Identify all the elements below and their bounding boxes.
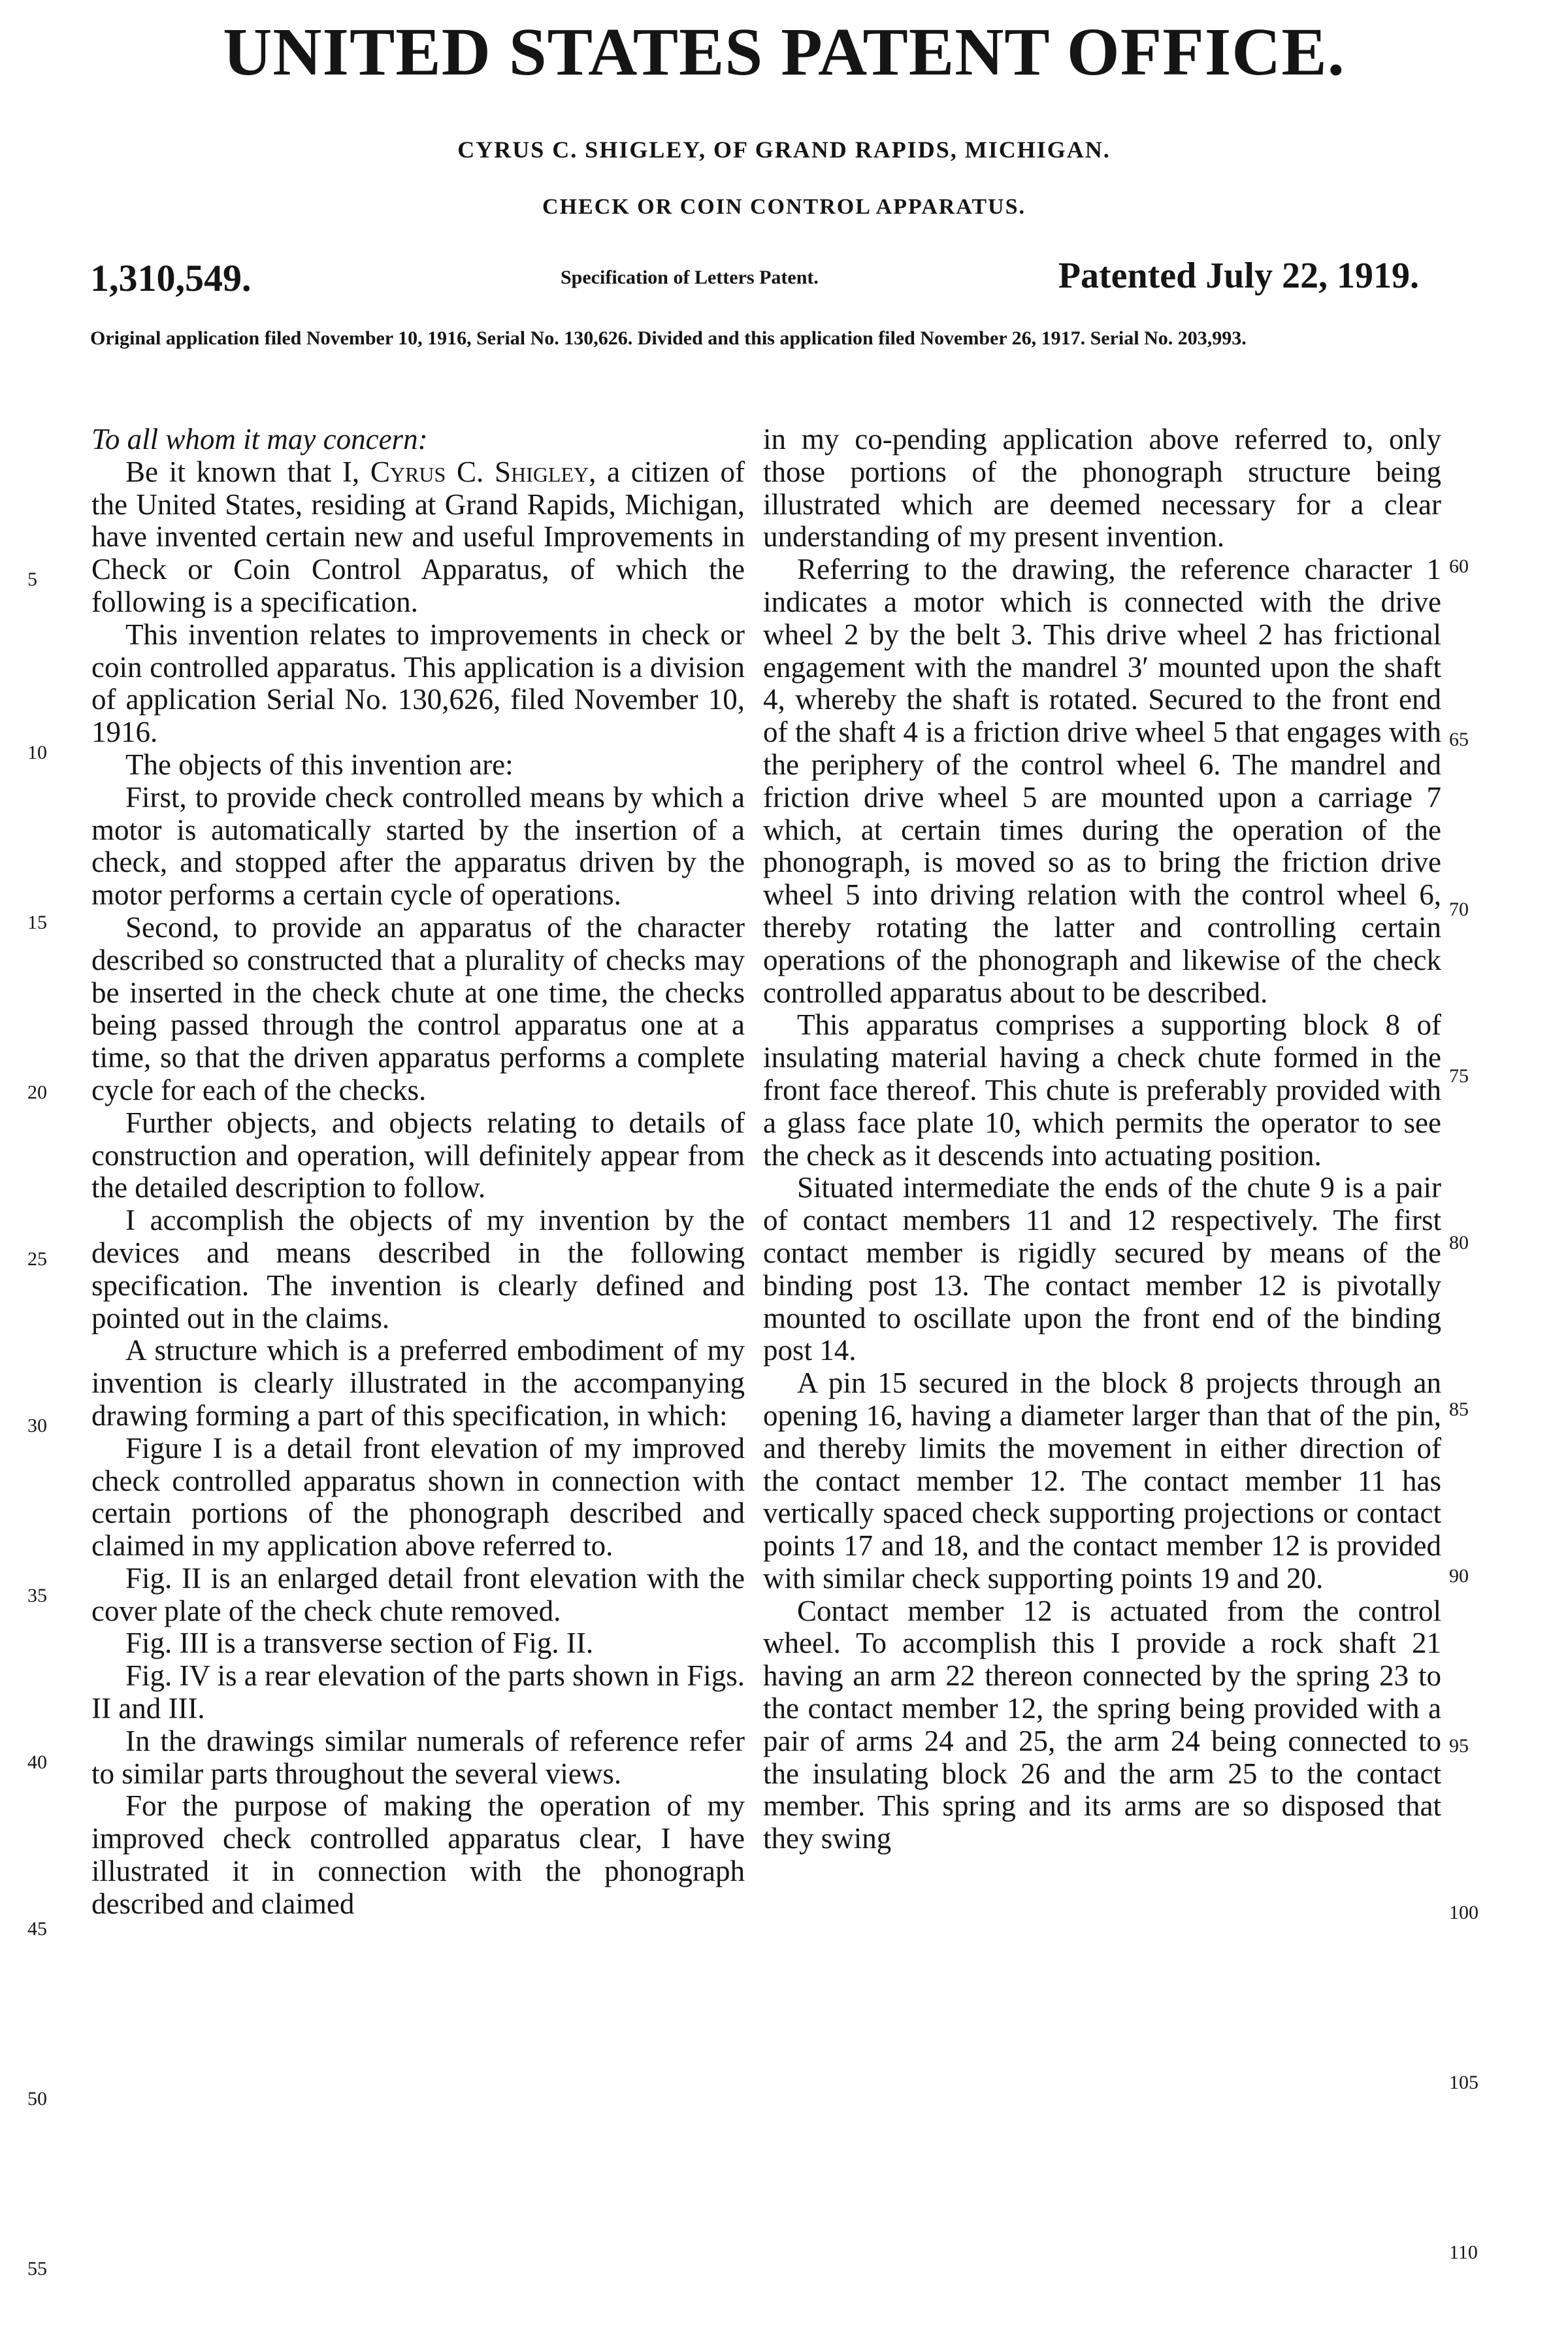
line-number: 105: [1449, 2072, 1478, 2093]
line-number: 95: [1449, 1735, 1469, 1757]
paragraph: [91, 456, 745, 619]
paragraph: in my co-pending application above referred to, only those portions of the phonograph structure being illustrated which are deemed necessary for a clear understanding of my present invention.: [763, 423, 1441, 554]
specification-label: Specification of Letters Patent.: [561, 267, 819, 288]
paragraph: Figure I is a detail front elevation of my improved check controlled apparatus shown in connection with certain portions of the phonograph described and claimed in my application above referred to.: [91, 1431, 745, 1563]
paragraph: Fig. IV is a rear elevation of the parts shown in Figs. II and III.: [91, 1659, 745, 1725]
line-number: 5: [27, 569, 37, 590]
paragraph: This invention relates to improvements in check or coin controlled apparatus. This application is a division of application Serial No. 130,626, filed November 10, 1916.: [91, 618, 745, 749]
paragraph: This apparatus comprises a supporting block 8 of insulating material having a check chute formed in the front face thereof. This chute is preferably provided with a glass face plate 10, which permits the operator to see the check as it descends into actuating position.: [763, 1008, 1441, 1172]
line-number: 55: [27, 2258, 47, 2279]
line-number: 70: [1449, 899, 1469, 920]
line-number: 60: [1449, 555, 1469, 577]
paragraph: A structure which is a preferred embodiment of my invention is clearly illustrated in the accompanying drawing forming a part of this specification, in which:: [91, 1334, 745, 1432]
paragraph-text: , a citizen of the United States, residing at Grand Rapids, Michigan, have invented certain new and useful Improvements in Check or Coin Control Apparatus, of which the following is a specification.: [91, 455, 745, 618]
inventor-line: CYRUS C. SHIGLEY, OF GRAND RAPIDS, MICHIGAN.: [457, 137, 1111, 163]
line-number: 20: [27, 1082, 47, 1103]
paragraph: In the drawings similar numerals of reference refer to similar parts throughout the several views.: [91, 1724, 745, 1790]
line-number: 25: [27, 1248, 47, 1270]
line-number: 50: [27, 2088, 47, 2110]
line-number: 40: [27, 1751, 47, 1773]
paragraph: For the purpose of making the operation of my improved check controlled apparatus clear, I have illustrated it in connection with the phonograph described and claimed: [91, 1789, 745, 1920]
line-number: 35: [27, 1585, 47, 1606]
line-number: 10: [27, 742, 47, 763]
inventor-name: Cyrus C. Shigley: [370, 455, 589, 488]
line-number: 100: [1449, 1902, 1478, 1923]
paragraph: I accomplish the objects of my invention by the devices and means described in the following specification. The invention is clearly defined and pointed out in the claims.: [91, 1204, 745, 1334]
paragraph: Fig. III is a transverse section of Fig. II.: [125, 1627, 594, 1660]
paragraph-text: Be it known that I,: [125, 455, 370, 488]
line-number: 15: [27, 912, 47, 933]
original-application-note: Original application filed November 10, 1916, Serial No. 130,626. Divided and this application filed November 26, 1917. Serial No. 203,993.: [90, 327, 1247, 349]
paragraph: Second, to provide an apparatus of the character described so constructed that a plurality of checks may be inserted in the check chute at one time, the checks being passed through the control apparatus one at a time, so that the driven apparatus performs a complete cycle for each of the checks.: [91, 910, 745, 1106]
paragraph: A pin 15 secured in the block 8 projects through an opening 16, having a diameter larger than that of the pin, and thereby limits the movement in either direction of the contact member 12. The contact member 11 has vertically spaced check supporting projections or contact points 17 and 18, and the contact member 12 is provided with similar check supporting points 19 and 20.: [763, 1367, 1441, 1595]
paragraph: Further objects, and objects relating to details of construction and operation, will definitely appear from the detailed description to follow.: [91, 1106, 745, 1204]
paragraph: The objects of this invention are:: [125, 748, 514, 781]
line-number: 65: [1449, 729, 1469, 750]
invention-title: CHECK OR COIN CONTROL APPARATUS.: [542, 195, 1026, 219]
left-text-column: [91, 423, 745, 1921]
paragraph: Contact member 12 is actuated from the control wheel. To accomplish this I provide a rock shaft 21 having an arm 22 thereon connected by the spring 23 to the contact member 12, the spring being provided with a pair of arms 24 and 25, the arm 24 being connected to the insulating block 26 and the arm 25 to the contact member. This spring and its arms are so disposed that they swing: [763, 1594, 1441, 1855]
patent-office-heading: UNITED STATES PATENT OFFICE.: [223, 14, 1345, 90]
line-number: 30: [27, 1415, 47, 1436]
line-number: 90: [1449, 1565, 1469, 1587]
right-text-column: [763, 423, 1441, 1855]
paragraph: First, to provide check controlled means by which a motor is automatically started by the insertion of a check, and stopped after the apparatus driven by the motor performs a certain cycle of operations.: [91, 780, 745, 912]
paragraph: Referring to the drawing, the reference character 1 indicates a motor which is connected with the drive wheel 2 by the belt 3. This drive wheel 2 has frictional engagement with the mandrel 3′ mounted upon the shaft 4, whereby the shaft is rotated. Secured to the front end of the shaft 4 is a friction drive wheel 5 that engages with the periphery of the control wheel 6. The mandrel and friction drive wheel 5 are mounted upon a carriage 7 which, at certain times during the operation of the phonograph, is moved so as to bring the friction drive wheel 5 into driving relation with the control wheel 6, thereby rotating the latter and controlling certain operations of the phonograph and likewise of the check controlled apparatus about to be described.: [763, 553, 1441, 1009]
patented-date: Patented July 22, 1919.: [1058, 256, 1419, 296]
patent-number: 1,310,549.: [90, 257, 252, 299]
line-number: 85: [1449, 1399, 1469, 1420]
line-number: 110: [1449, 2242, 1478, 2263]
line-number: 75: [1449, 1065, 1469, 1087]
salutation: To all whom it may concern:: [91, 423, 428, 456]
paragraph: Fig. II is an enlarged detail front elevation with the cover plate of the check chute removed.: [91, 1561, 745, 1627]
line-number: 45: [27, 1918, 47, 1940]
paragraph: Situated intermediate the ends of the chute 9 is a pair of contact members 11 and 12 respectively. The first contact member is rigidly secured by means of the binding post 13. The contact member 12 is pivotally mounted to oscillate upon the front end of the binding post 14.: [763, 1171, 1441, 1367]
line-number: 80: [1449, 1232, 1469, 1253]
